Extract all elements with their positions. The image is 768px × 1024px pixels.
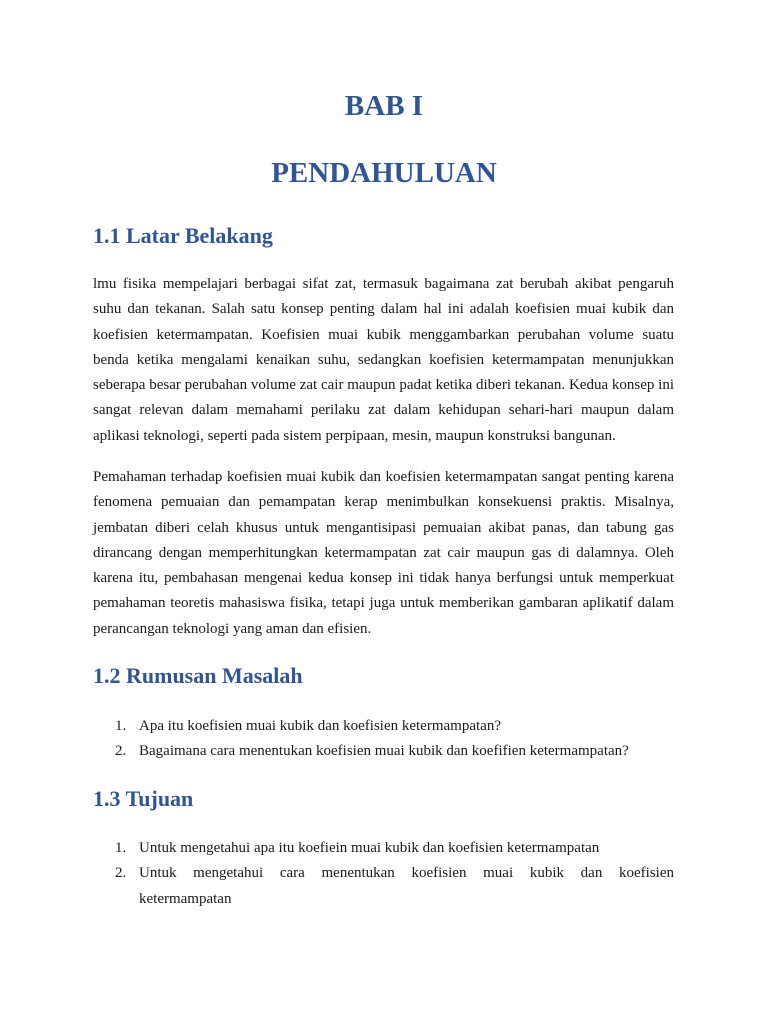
list-item [93, 739, 674, 764]
list-number: 2. [115, 743, 127, 760]
list-item-text: Apa itu koefisien muai kubik dan koefisien ketermampatan? [139, 718, 501, 734]
list-item-text-line1: Untuk mengetahui cara menentukan koefisien muai kubik dan koefisien [139, 865, 674, 882]
paragraph-latar-belakang-2: Pemahaman terhadap koefisien muai kubik dan koefisien ketermampatan sangat penting karena fenomena pemuaian dan pemampatan kerap menimbulkan konsekuensi praktis. Misalnya, jembatan diberi celah khusus untuk mengantisipasi pemuaian akibat panas, dan tabung gas dirancang dengan memperhitungkan ketermampatan zat cair maupun gas di dalamnya. Oleh karena itu, pembahasan mengenai kedua konsep ini tidak hanya berfungsi untuk memperkuat pemahaman teoretis mahasiswa fisika, tetapi juga untuk memberikan gambaran aplikatif dalam perancangan teknologi yang aman dan efisien. [93, 469, 674, 637]
tujuan-list [93, 836, 674, 912]
list-number: 2. [115, 865, 127, 882]
section-heading-tujuan: 1.3 Tujuan [93, 786, 194, 811]
list-item [93, 861, 674, 912]
list-number: 1. [115, 718, 127, 734]
list-item [93, 714, 674, 739]
chapter-number: BAB I [344, 90, 424, 122]
list-item-text: Untuk mengetahui apa itu koefiein muai kubik dan koefisien ketermampatan [139, 840, 600, 856]
paragraph-latar-belakang-1: lmu fisika mempelajari berbagai sifat zat, termasuk bagaimana zat berubah akibat pengaruh suhu dan tekanan. Salah satu konsep penting dalam hal ini adalah koefisien muai kubik dan koefisien ketermampatan. Koefisien muai kubik menggambarkan perubahan volume suatu benda ketika mengalami kenaikan suhu, sedangkan koefisien ketermampatan menunjukkan seberapa besar perubahan volume zat cair maupun padat ketika diberi tekanan. Kedua konsep ini sangat relevan dalam memahami perilaku zat dalam kehidupan sehari-hari maupun dalam aplikasi teknologi, seperti pada sistem perpipaan, mesin, maupun konstruksi bangunan. [93, 276, 674, 444]
section-heading-latar-belakang: 1.1 Latar Belakang [93, 223, 273, 248]
list-item-text: Bagaimana cara menentukan koefisien muai kubik dan koefifien ketermampatan? [139, 743, 629, 760]
list-number: 1. [115, 840, 127, 856]
list-item [93, 836, 674, 861]
rumusan-masalah-list [93, 714, 674, 765]
list-item-text-line2: ketermampatan [139, 890, 232, 907]
chapter-title: PENDAHULUAN [271, 157, 497, 189]
section-heading-rumusan-masalah: 1.2 Rumusan Masalah [93, 663, 303, 688]
